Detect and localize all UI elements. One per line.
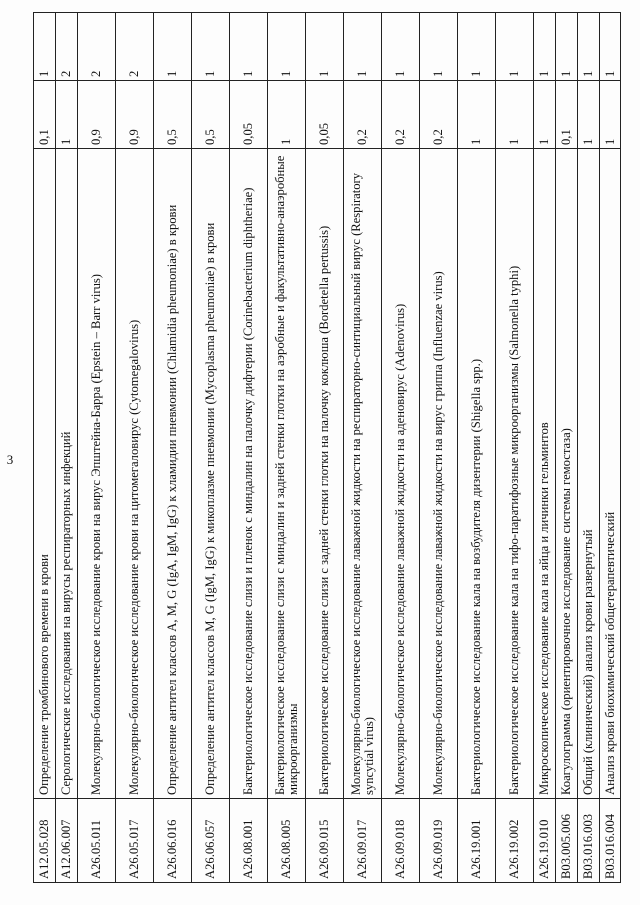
multiplicity-cell: 1 (578, 13, 600, 81)
table-row (382, 13, 420, 883)
code-cell: A26.19.001 (458, 799, 496, 883)
table-row (344, 13, 382, 883)
multiplicity-cell: 1 (382, 13, 420, 81)
multiplicity-cell: 1 (154, 13, 192, 81)
frequency-cell: 0,2 (344, 81, 382, 149)
code-cell: A26.05.011 (78, 799, 116, 883)
multiplicity-cell: 1 (600, 13, 621, 81)
multiplicity-cell: 1 (496, 13, 534, 81)
frequency-cell: 1 (600, 81, 621, 149)
code-cell: A26.09.018 (382, 799, 420, 883)
code-cell: B03.016.004 (600, 799, 621, 883)
table-row (600, 13, 621, 883)
code-cell: A26.05.017 (116, 799, 154, 883)
multiplicity-cell: 1 (458, 13, 496, 81)
frequency-cell: 1 (534, 81, 556, 149)
frequency-cell: 1 (496, 81, 534, 149)
description-cell: Бактериологическое исследование слизи и пленок с миндалин на палочку дифтерии (Corinebacterium diphtheriae) (230, 149, 268, 799)
multiplicity-cell: 2 (78, 13, 116, 81)
frequency-cell: 0,2 (420, 81, 458, 149)
description-cell: Бактериологическое исследование слизи с задней стенки глотки на палочку коклюша (Bordetella pertussis) (306, 149, 344, 799)
multiplicity-cell: 2 (56, 13, 78, 81)
frequency-cell: 0,05 (306, 81, 344, 149)
frequency-cell: 1 (578, 81, 600, 149)
code-cell: A12.05.028 (34, 799, 56, 883)
frequency-cell: 0,05 (230, 81, 268, 149)
frequency-cell: 0,1 (556, 81, 578, 149)
table-row (534, 13, 556, 883)
description-cell: Бактериологическое исследование кала на возбудителя дизентерии (Shigella spp.) (458, 149, 496, 799)
description-cell: Коагулограмма (ориентировочное исследование системы гемостаза) (556, 149, 578, 799)
code-cell: B03.005.006 (556, 799, 578, 883)
table-row (306, 13, 344, 883)
description-cell: Молекулярно-биологическое исследование крови на цитомегаловирус (Cytomegalovirus) (116, 149, 154, 799)
frequency-cell: 1 (458, 81, 496, 149)
frequency-cell: 1 (268, 81, 306, 149)
table-row (56, 13, 78, 883)
description-cell: Молекулярно-биологическое исследование лаважной жидкости на респираторно-синтициальный вирус (Respiratory syncytial virus) (344, 149, 382, 799)
code-cell: A26.09.019 (420, 799, 458, 883)
description-cell: Микроскопическое исследование кала на яйца и личинки гельминтов (534, 149, 556, 799)
description-cell: Общий (клинический) анализ крови развернутый (578, 149, 600, 799)
multiplicity-cell: 1 (192, 13, 230, 81)
frequency-cell: 0,2 (382, 81, 420, 149)
table-row (268, 13, 306, 883)
multiplicity-cell: 1 (306, 13, 344, 81)
code-cell: A26.08.005 (268, 799, 306, 883)
table-row (34, 13, 56, 883)
page-number: 3 (6, 452, 14, 467)
services-table-body (34, 13, 621, 883)
code-cell: A26.08.001 (230, 799, 268, 883)
description-cell: Серологические исследования на вирусы респираторных инфекций (56, 149, 78, 799)
services-table (33, 12, 621, 883)
multiplicity-cell: 1 (534, 13, 556, 81)
code-cell: B03.016.003 (578, 799, 600, 883)
description-cell: Молекулярно-биологическое исследование лаважной жидкости на вирус гриппа (Influenzae virus) (420, 149, 458, 799)
table-row (78, 13, 116, 883)
code-cell: A26.06.016 (154, 799, 192, 883)
multiplicity-cell: 2 (116, 13, 154, 81)
code-cell: A26.19.010 (534, 799, 556, 883)
frequency-cell: 0,1 (34, 81, 56, 149)
frequency-cell: 0,9 (116, 81, 154, 149)
description-cell: Молекулярно-биологическое исследование лаважной жидкости на аденовирус (Adenovirus) (382, 149, 420, 799)
code-cell: A26.06.057 (192, 799, 230, 883)
table-row (230, 13, 268, 883)
table-row (458, 13, 496, 883)
multiplicity-cell: 1 (268, 13, 306, 81)
description-cell: Определение антител классов A, M, G (IgA, IgM, IgG) к хламидии пневмонии (Chlamidia pheumoniae) в крови (154, 149, 192, 799)
code-cell: A26.09.017 (344, 799, 382, 883)
description-cell: Определение антител классов M, G (IgM, IgG) к микоплазме пневмонии (Mycoplasma pheumoniae) в крови (192, 149, 230, 799)
multiplicity-cell: 1 (230, 13, 268, 81)
table-row (154, 13, 192, 883)
code-cell: A12.06.007 (56, 799, 78, 883)
multiplicity-cell: 1 (344, 13, 382, 81)
description-cell: Анализ крови биохимический общетерапевтический (600, 149, 621, 799)
frequency-cell: 0,5 (154, 81, 192, 149)
table-row (578, 13, 600, 883)
description-cell: Бактериологическое исследование кала на тифо-паратифозные микроорганизмы (Salmonella typhi) (496, 149, 534, 799)
code-cell: A26.09.015 (306, 799, 344, 883)
table-row (116, 13, 154, 883)
table-row (192, 13, 230, 883)
table-row (496, 13, 534, 883)
code-cell: A26.19.002 (496, 799, 534, 883)
description-cell: Бактериологическое исследование слизи с миндалин и задней стенки глотки на аэробные и факультативно-анаэробные микроорганизмы (268, 149, 306, 799)
description-cell: Определение тромбинового времени в крови (34, 149, 56, 799)
table-row (556, 13, 578, 883)
frequency-cell: 0,9 (78, 81, 116, 149)
multiplicity-cell: 1 (34, 13, 56, 81)
table-row (420, 13, 458, 883)
frequency-cell: 0,5 (192, 81, 230, 149)
frequency-cell: 1 (56, 81, 78, 149)
multiplicity-cell: 1 (556, 13, 578, 81)
description-cell: Молекулярно-биологическое исследование крови на вирус Эпштейна-Барра (Epstein – Barr virus) (78, 149, 116, 799)
multiplicity-cell: 1 (420, 13, 458, 81)
table-rotator (33, 13, 617, 883)
